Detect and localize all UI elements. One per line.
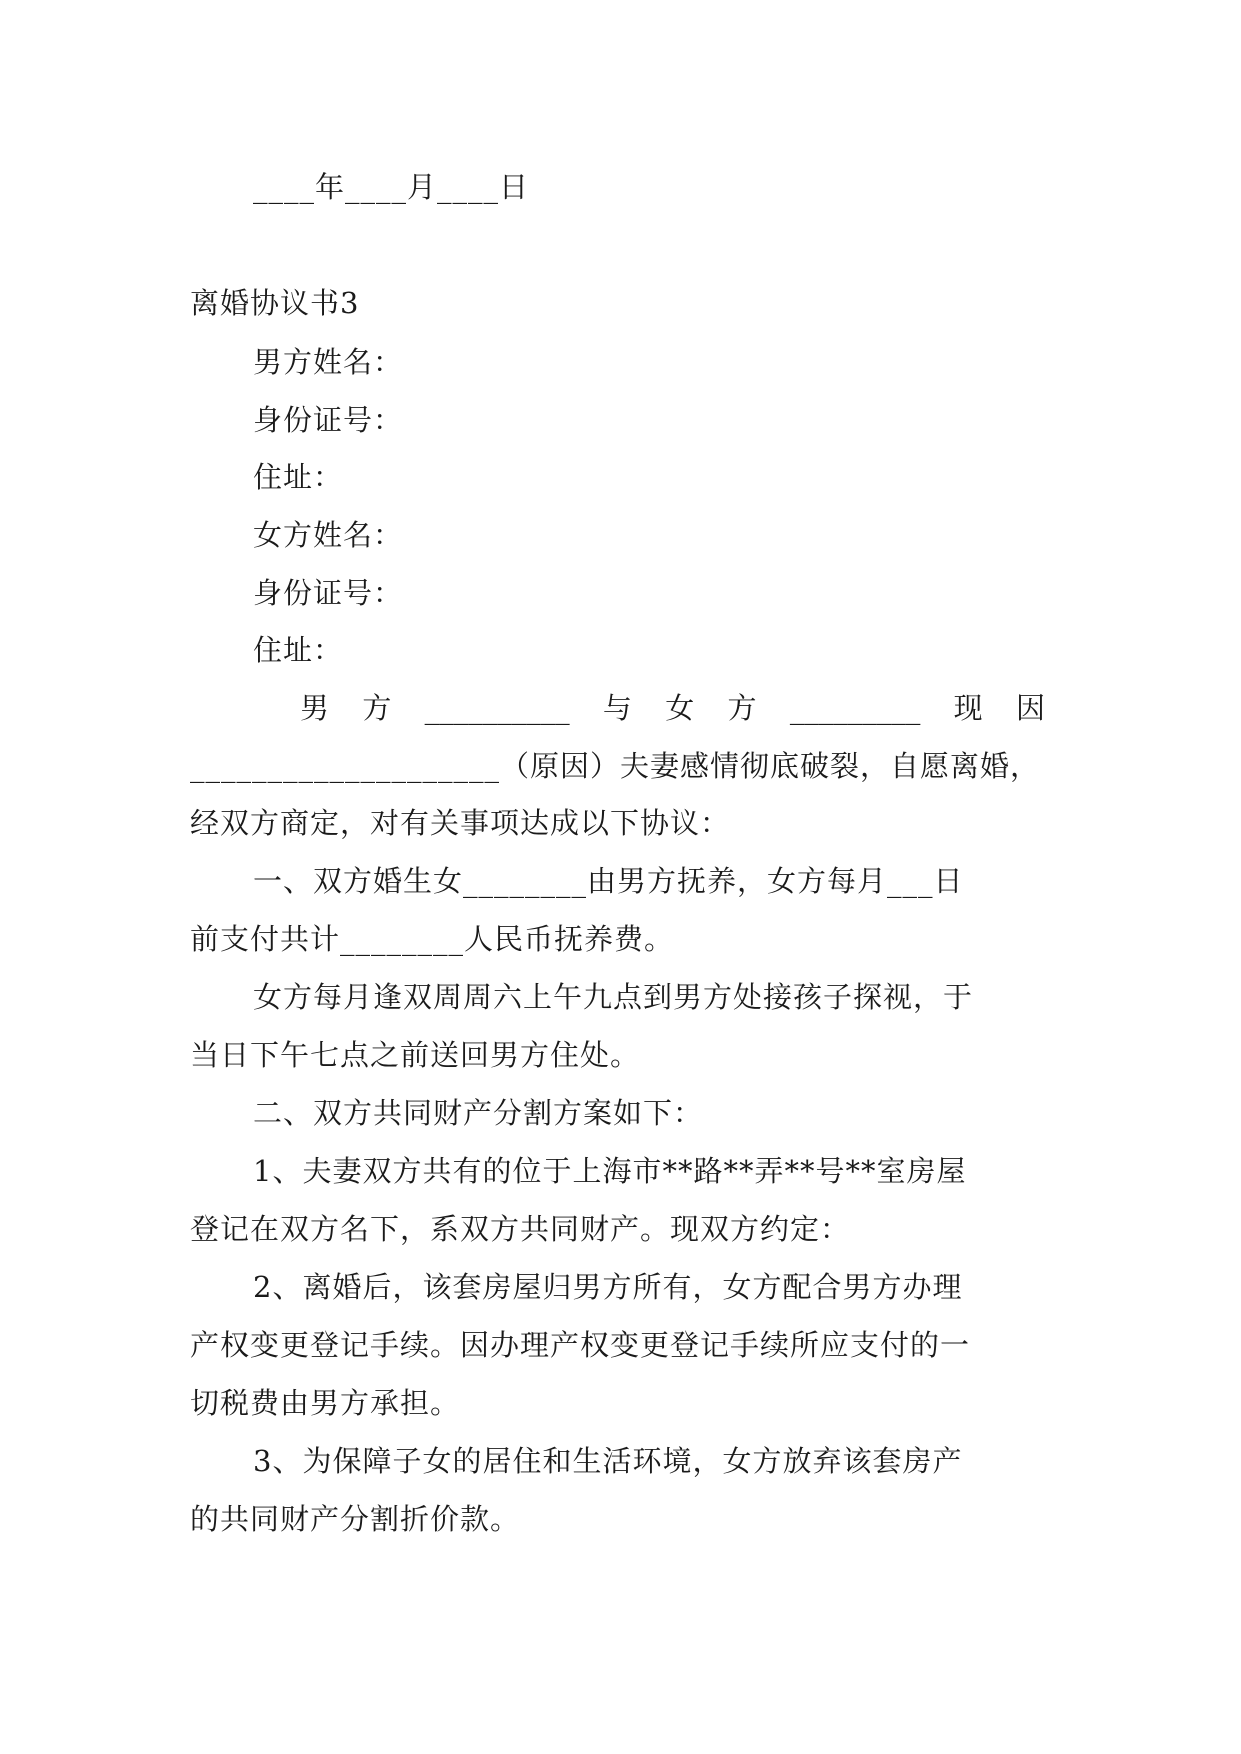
male-address-label: 住址：	[253, 460, 344, 494]
intro-word: 因	[1015, 691, 1045, 725]
document-title: 离婚协议书3	[190, 286, 360, 320]
intro-word: 女	[665, 691, 695, 725]
item-3-line-1: 3、为保障子女的居住和生活环境，女方放弃该套房产	[253, 1444, 963, 1478]
intro-word: 男	[300, 691, 330, 725]
female-id-label: 身份证号：	[253, 576, 404, 610]
item-2-line-2: 产权变更登记手续。因办理产权变更登记手续所应支付的一	[190, 1328, 971, 1362]
intro-word: 方	[362, 691, 392, 725]
item-2-line-3: 切税费由男方承担。	[190, 1386, 461, 1420]
intro-word: 现	[953, 691, 983, 725]
intro-word: 与	[602, 691, 632, 725]
intro-line-2: ____________________（原因）夫妻感情彻底破裂，自愿离婚，	[190, 749, 1041, 783]
visitation-line-2: 当日下午七点之前送回男方住处。	[190, 1038, 641, 1072]
item-2-line-1: 2、离婚后，该套房屋归男方所有，女方配合男方办理	[253, 1270, 963, 1304]
item-3-line-2: 的共同财产分割折价款。	[190, 1502, 521, 1536]
intro-word: 方	[727, 691, 757, 725]
female-address-label: 住址：	[253, 633, 344, 667]
male-name-label: 男方姓名：	[253, 345, 404, 379]
clause-2-heading: 二、双方共同财产分割方案如下：	[253, 1096, 704, 1130]
intro-blank: __________	[424, 691, 570, 725]
visitation-line-1: 女方每月逢双周周六上午九点到男方处接孩子探视，于	[253, 980, 974, 1014]
female-name-label: 女方姓名：	[253, 518, 404, 552]
male-id-label: 身份证号：	[253, 403, 404, 437]
item-1-line-2: 登记在双方名下，系双方共同财产。现双方约定：	[190, 1212, 851, 1246]
item-1-line-1: 1、夫妻双方共有的位于上海市**路**弄**号**室房屋	[253, 1154, 967, 1188]
intro-line-3: 经双方商定，对有关事项达成以下协议：	[190, 806, 731, 840]
clause-1-line-1: 一、双方婚生女________由男方抚养，女方每月___日	[253, 864, 964, 898]
date-line: ____年____月____日	[253, 170, 530, 204]
clause-1-line-2: 前支付共计________人民币抚养费。	[190, 922, 675, 956]
intro-line-1	[300, 688, 1045, 728]
intro-blank: _________	[789, 691, 921, 725]
